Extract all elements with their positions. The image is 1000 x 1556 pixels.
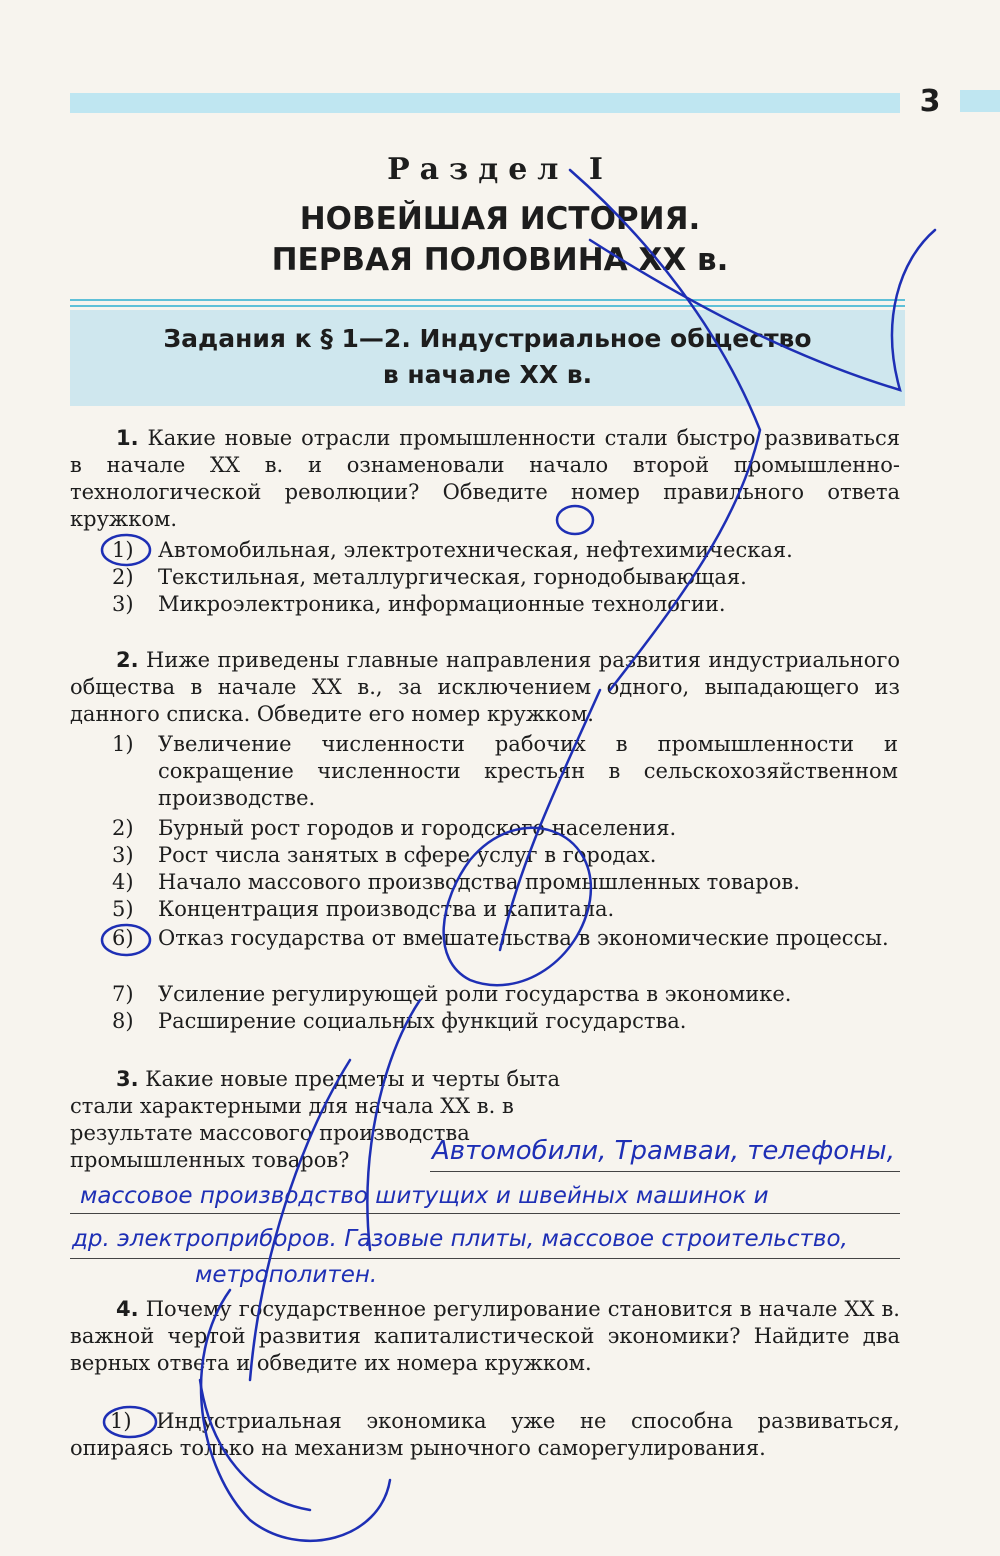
check-mark <box>590 230 935 390</box>
subheading-line-2: в начале XX в. <box>382 360 593 389</box>
handwritten-answer-line-4: метрополитен. <box>195 1262 378 1288</box>
q4-option-1-number: 1) <box>110 1409 132 1433</box>
handwritten-answer-line-2: массовое производство шитущих и швейных машинок и <box>80 1183 769 1209</box>
q2-option-1-text: Увеличение численности рабочих в промышленности и сокращение численности крестьян в сельскохозяйственном производстве. <box>158 732 898 810</box>
q1-option-2-text: Текстильная, металлургическая, горнодобывающая. <box>158 565 747 589</box>
title-line-2: ПЕРВАЯ ПОЛОВИНА XX в. <box>271 242 729 278</box>
answer-circle-q1 <box>102 535 150 565</box>
handwritten-answer-line-1: Автомобили, Трамваи, телефоны, <box>432 1136 895 1166</box>
q2-option-2-number: 2) <box>112 816 134 840</box>
handwritten-answer-line-3: др. электроприборов. Газовые плиты, массовое строительство, <box>72 1226 848 1252</box>
q2-option-2-text: Бурный рост городов и городского населения. <box>158 816 677 840</box>
q1-option-1-text: Автомобильная, электротехническая, нефтехимическая. <box>158 538 793 562</box>
q2-option-7-text: Усиление регулирующей роли государства в экономике. <box>158 982 792 1006</box>
q2-option-5-number: 5) <box>112 897 134 921</box>
q2-option-7-number: 7) <box>112 982 134 1006</box>
section-label: Раздел I <box>387 152 613 187</box>
q2-option-4-text: Начало массового производства промышленных товаров. <box>158 870 800 894</box>
question-1-number: 1. <box>116 426 139 450</box>
question-2-number: 2. <box>116 648 139 672</box>
answer-circle-q4 <box>104 1407 156 1437</box>
q1-option-2-number: 2) <box>112 565 134 589</box>
q2-option-8-text: Расширение социальных функций государства. <box>158 1009 687 1033</box>
question-1-text: Какие новые отрасли промышленности стали быстро развиваться в начале XX в. и ознаменовали начало второй промышленно-технологической революции? Обведите номер правильного ответа кружком. <box>70 426 900 531</box>
question-2-text: Ниже приведены главные направления развития индустриального общества в начале XX в., за исключением одного, выпадающего из данного списка. Обведите его номер кружком. <box>70 648 900 726</box>
q2-option-3-text: Рост числа занятых в сфере услуг в городах. <box>158 843 657 867</box>
question-4-text: Почему государственное регулирование становится в начале XX в. важной чертой развития капиталистической экономики? Найдите два верных ответа и обведите их номера кружком. <box>70 1297 900 1375</box>
q2-option-1-number: 1) <box>112 732 134 756</box>
page-number: 3 <box>919 84 941 119</box>
question-3-number: 3. <box>116 1067 139 1091</box>
question-4-number: 4. <box>116 1297 139 1321</box>
q4-option-1-text: Индустриальная экономика уже не способна развиваться, опираясь только на механизм рыночного саморегулирования. <box>70 1409 900 1460</box>
question-3-text: Какие новые предметы и черты быта стали характерными для начала XX в. в результате массового производства промышленных товаров? <box>70 1067 561 1172</box>
q2-option-4-number: 4) <box>112 870 134 894</box>
q1-option-3-number: 3) <box>112 592 134 616</box>
q2-option-3-number: 3) <box>112 843 134 867</box>
answer-circle-q2 <box>102 925 150 955</box>
title-line-1: НОВЕЙШАЯ ИСТОРИЯ. <box>299 201 701 237</box>
q2-option-6-number: 6) <box>112 926 134 950</box>
q1-option-1-number: 1) <box>112 538 134 562</box>
q2-option-6-text: Отказ государства от вмешательства в экономические процессы. <box>158 926 889 950</box>
q2-option-8-number: 8) <box>112 1009 134 1033</box>
q2-option-5-text: Концентрация производства и капитала. <box>158 897 615 921</box>
subheading-line-1: Задания к § 1—2. Индустриальное общество <box>163 324 812 353</box>
q1-option-3-text: Микроэлектроника, информационные технологии. <box>158 592 726 616</box>
